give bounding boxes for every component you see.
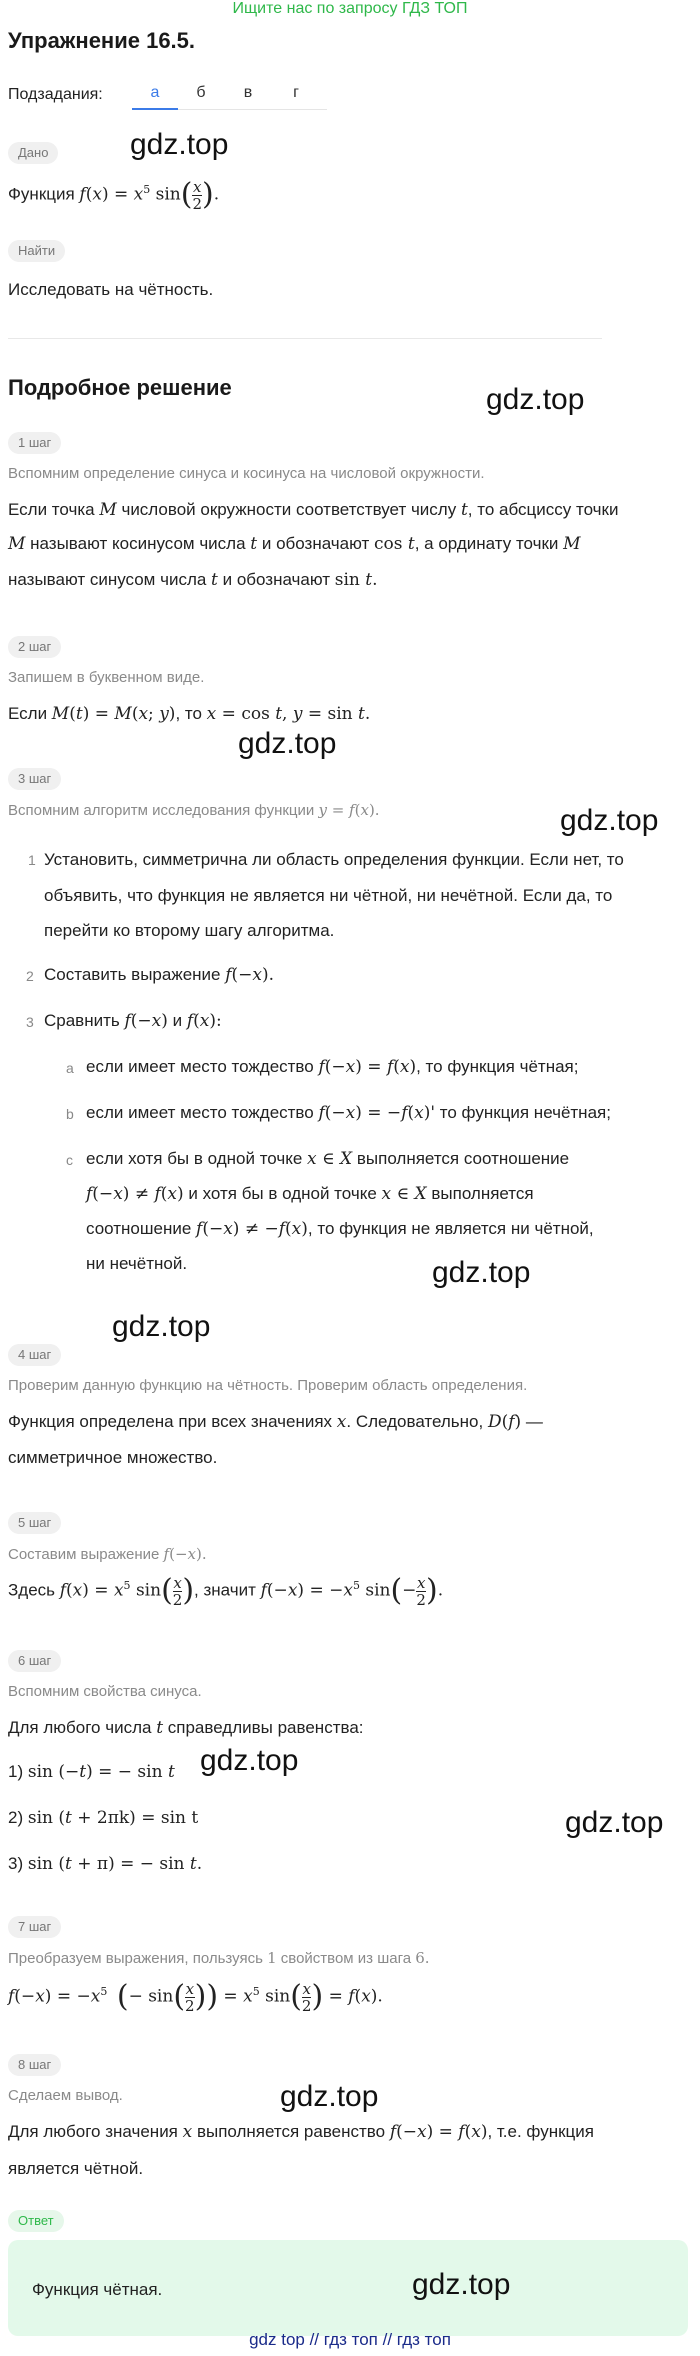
given-chip: Дано: [8, 142, 58, 164]
step-2-chip: 2 шаг: [8, 636, 61, 658]
given-prefix: Функция: [8, 184, 80, 204]
list-letter: b: [66, 1106, 74, 1122]
step-1-chip: 1 шаг: [8, 432, 61, 454]
find-text: Исследовать на чётность.: [8, 280, 214, 299]
list-letter: a: [66, 1060, 74, 1076]
top-banner: Ищите нас по запросу ГДЗ ТОП: [232, 0, 468, 17]
step-5-chip: 5 шаг: [8, 1512, 61, 1534]
solution-title: Подробное решение: [8, 375, 232, 400]
list-num: 2: [26, 968, 34, 984]
step-5-text: Здесь $f(x) = x^5$ sin( $\frac{x}{2}$ ), значит $f(-x) = -x^5$ sin(− $\frac{x}{2}$ ).: [8, 1573, 444, 1609]
tab-v[interactable]: в: [243, 84, 253, 101]
watermark: gdz.top: [565, 1806, 664, 1839]
tab-b[interactable]: б: [196, 84, 206, 101]
list-num: 3: [26, 1014, 34, 1030]
watermark: gdz.top: [412, 2268, 511, 2301]
section-divider: [8, 338, 602, 339]
step-8-chip: 8 шаг: [8, 2054, 61, 2076]
watermark: gdz.top: [112, 1310, 211, 1343]
step-6-intro: Для любого числа t справедливы равенства:: [8, 1718, 364, 1738]
step-4-line-2: симметричное множество.: [8, 1448, 218, 1467]
step-3-sub-b: если имеет место тождество f(−x) = −f(x)' то функция нечётная;: [86, 1103, 611, 1123]
footer-links[interactable]: gdz top // гдз топ // гдз топ: [249, 2330, 451, 2349]
step-5-hint: Составим выражение f(−x).: [8, 1545, 207, 1563]
active-tab-indicator: [132, 108, 178, 110]
given-text: Функция $f(x) = x^5$ sin( $\frac{x}{2}$ ).: [8, 177, 220, 213]
answer-chip: Ответ: [8, 2210, 64, 2232]
step-8-line-2: является чётной.: [8, 2159, 144, 2178]
step-6-hint: Вспомним свойства синуса.: [8, 1683, 202, 1700]
step-3-hint: Вспомним алгоритм исследования функции y = f(x).: [8, 801, 380, 819]
step-3-item-1a: Установить, симметрична ли область определения функции. Если нет, то: [44, 850, 624, 869]
watermark: gdz.top: [238, 727, 337, 760]
subtasks-label: Подзадания:: [8, 86, 103, 103]
step-4-chip: 4 шаг: [8, 1344, 61, 1366]
step-8-hint: Сделаем вывод.: [8, 2087, 123, 2104]
step-3-sub-c-1: если хотя бы в одной точке x ∈ X выполняется соотношение: [86, 1149, 570, 1169]
watermark: gdz.top: [432, 1256, 531, 1289]
step-8-line-1: Для любого значения x выполняется равенство f(−x) = f(x), т.е. функция: [8, 2122, 594, 2142]
step-6-prop-2: 2) sin (t + 2πk) = sin t: [8, 1808, 199, 1828]
step-7-chip: 7 шаг: [8, 1916, 61, 1938]
step-7-formula: $f(-x) = -x^5$ (− sin( $\frac{x}{2}$ )) = $x^5$ sin( $\frac{x}{2}$ ) = f(x).: [8, 1979, 383, 2015]
step-3-sub-a: если имеет место тождество f(−x) = f(x), то функция чётная;: [86, 1057, 579, 1077]
step-3-sub-c-2: f(−x) ≠ f(x) и хотя бы в одной точке x ∈ X выполняется: [86, 1184, 534, 1204]
watermark: gdz.top: [560, 804, 659, 837]
page-title: Упражнение 16.5.: [8, 28, 196, 53]
step-3-item-1b: объявить, что функция не является ни чётной, ни нечётной. Если да, то: [44, 886, 613, 905]
step-4-line-1: Функция определена при всех значениях x. Следовательно, D(f) —: [8, 1412, 543, 1432]
step-2-hint: Запишем в буквенном виде.: [8, 669, 205, 686]
list-num: 1: [28, 852, 36, 868]
step-3-sub-c-4: ни нечётной.: [86, 1254, 188, 1273]
step-6-prop-1: 1) sin (−t) = − sin t: [8, 1762, 175, 1782]
step-6-chip: 6 шаг: [8, 1650, 61, 1672]
step-1-line-3: называют синусом числа t и обозначают sin t.: [8, 570, 378, 590]
step-6-prop-3: 3) sin (t + π) = − sin t.: [8, 1854, 203, 1874]
watermark: gdz.top: [200, 1744, 299, 1777]
tab-a[interactable]: а: [150, 84, 160, 101]
watermark: gdz.top: [130, 128, 229, 161]
answer-text: Функция чётная.: [32, 2280, 163, 2299]
step-3-chip: 3 шаг: [8, 768, 61, 790]
watermark: gdz.top: [486, 383, 585, 416]
list-letter: c: [66, 1152, 73, 1168]
watermark: gdz.top: [280, 2080, 379, 2113]
step-7-hint: Преобразуем выражения, пользуясь 1 свойством из шага 6.: [8, 1949, 430, 1967]
find-chip: Найти: [8, 240, 65, 262]
step-1-line-2: M называют косинусом числа t и обозначают cos t, а ординату точки M: [8, 534, 581, 554]
step-3-item-2: Составить выражение f(−x).: [44, 965, 275, 985]
step-3-sub-c-3: соотношение f(−x) ≠ −f(x), то функция не является ни чётной,: [86, 1219, 594, 1239]
step-1-hint: Вспомним определение синуса и косинуса на числовой окружности.: [8, 465, 485, 482]
step-2-text: Если M(t) = M(x; y), то x = cos t, y = sin t.: [8, 704, 371, 724]
step-1-line-1: Если точка M числовой окружности соответствует числу t, то абсциссу точки: [8, 500, 619, 520]
tab-g[interactable]: г: [293, 84, 299, 101]
step-3-item-3: Сравнить f(−x) и f(x):: [44, 1011, 222, 1031]
step-3-item-1c: перейти ко второму шагу алгоритма.: [44, 921, 335, 940]
step-4-hint: Проверим данную функцию на чётность. Проверим область определения.: [8, 1377, 528, 1394]
